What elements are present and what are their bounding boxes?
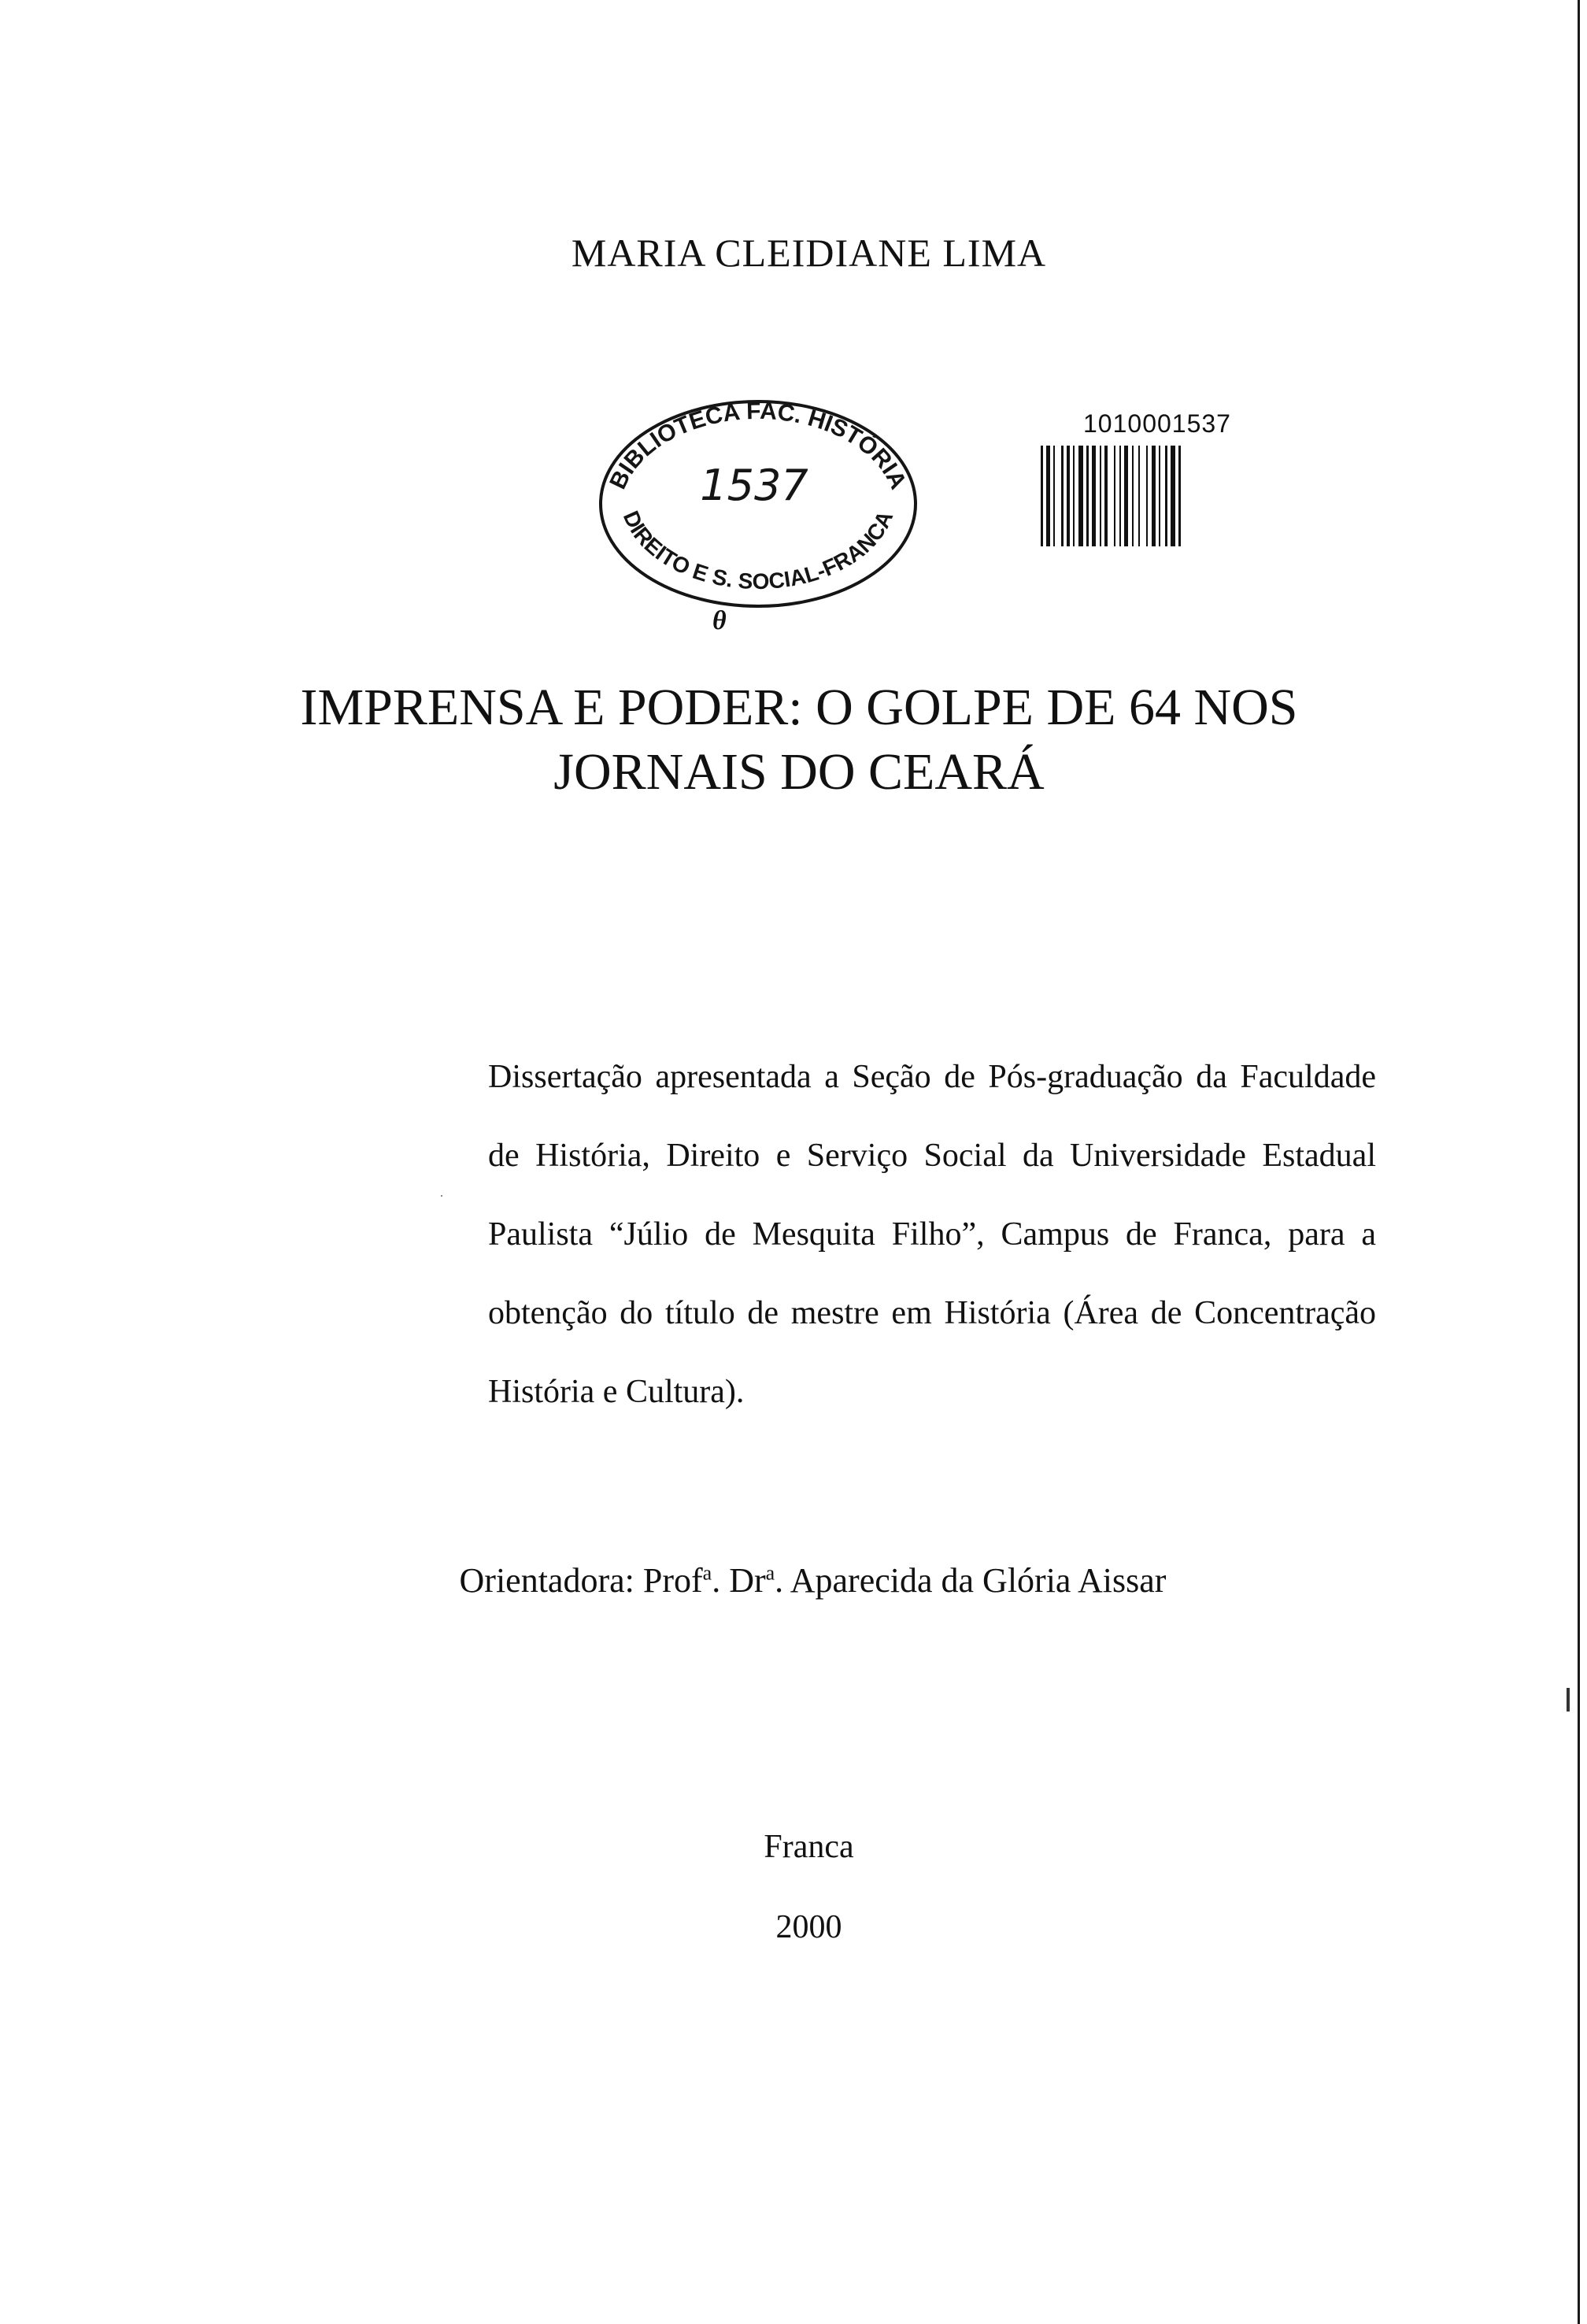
city: Franca: [764, 1829, 854, 1865]
advisor-name: Aparecida da Glória Aissar: [790, 1561, 1167, 1600]
year: 2000: [775, 1909, 842, 1945]
barcode-bar: [1178, 446, 1181, 546]
advisor-title-dr: Dr$^a$.: [729, 1561, 784, 1600]
barcode-bar: [1061, 446, 1064, 546]
thesis-title-line-1: IMPRENSA E PODER: O GOLPE DE 64 NOS: [300, 679, 1298, 736]
barcode-bar: [1086, 446, 1089, 546]
barcode-bar: [1152, 446, 1156, 546]
barcode-bar: [1124, 446, 1128, 546]
barcode-bar: [1146, 446, 1148, 546]
stamp-mark: θ: [712, 606, 727, 635]
barcode-bar: [1067, 446, 1070, 546]
barcode-bar: [1053, 446, 1055, 546]
barcode-bar: [1046, 446, 1050, 546]
barcode-bar: [1114, 446, 1115, 546]
barcode-bar: [1078, 446, 1083, 546]
thesis-title: [0, 675, 1587, 805]
advisor-title-prof: Prof$^a$.: [642, 1561, 721, 1600]
barcode-bar: [1104, 446, 1108, 546]
dissertation-statement-text: Dissertação apresentada a Seção de Pós-graduação da Faculdade de História, Direito e Serviço Social da Universidade Estadual Paulista “Júlio de Mesquita Filho”, Campus de Franca, para a obtenção do título de mestre em História (Área de Concentração História e Cultura).: [488, 1059, 1376, 1410]
barcode-bar: [1171, 446, 1175, 546]
barcode-bar: [1041, 446, 1043, 546]
scan-speck: [1567, 1688, 1570, 1712]
barcode-bar: [1138, 446, 1140, 546]
dissertation-statement: [488, 1038, 1376, 1431]
barcode-bar: [1119, 446, 1121, 546]
barcode-bar: [1132, 446, 1134, 546]
thesis-title-line-2: JORNAIS DO CEARÁ: [553, 743, 1045, 801]
stamp-top-text: BIBLIOTECA FAC. HISTÓRIA: [605, 398, 912, 494]
barcode-bar: [1073, 446, 1075, 546]
scan-edge: [1578, 0, 1580, 2324]
barcode: [1041, 446, 1324, 546]
scan-dot: [441, 1195, 442, 1197]
author-name: MARIA CLEIDIANE LIMA: [571, 231, 1047, 275]
library-stamp: [589, 394, 927, 614]
barcode-bar: [1092, 446, 1096, 546]
stamp-handwritten-number: 1537: [700, 461, 808, 510]
barcode-bar: [1100, 446, 1101, 546]
advisor-label: Orientadora:: [459, 1561, 634, 1600]
barcode-bar: [1165, 446, 1167, 546]
barcode-bar: [1159, 446, 1160, 546]
stamp-bottom-text: DIREITO E S. SOCIAL-FRANCA: [618, 507, 898, 594]
advisor-line: [0, 1560, 1587, 1601]
barcode-number: 1010001537: [1083, 409, 1231, 438]
